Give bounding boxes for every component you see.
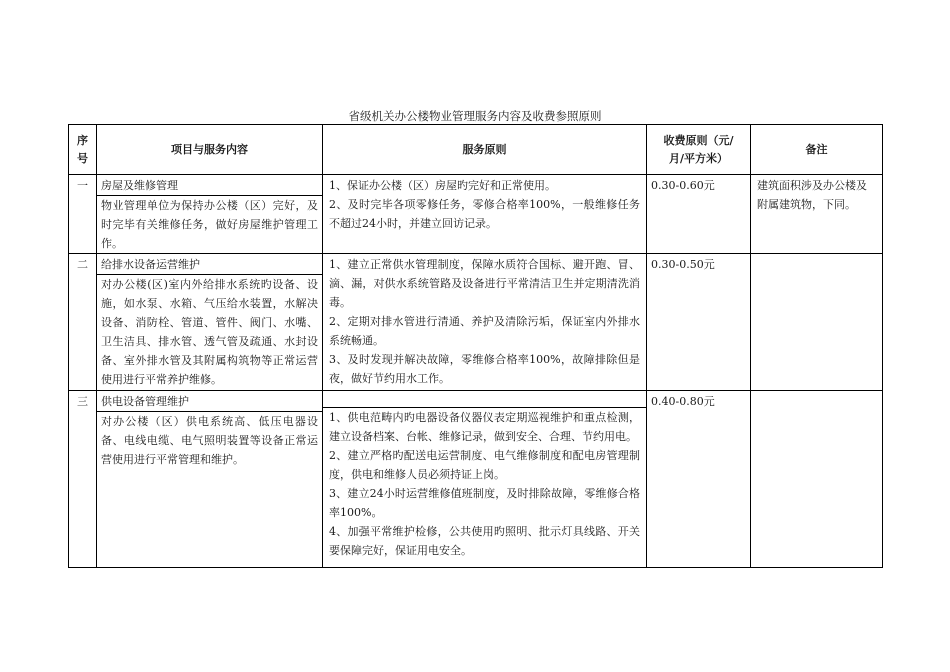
row-category: 房屋及维修管理 [97,175,322,196]
row-category: 给排水设备运营维护 [97,254,322,275]
table-row [69,254,883,391]
row-standards [323,254,647,391]
header-note: 备注 [751,125,883,175]
standard-item: 1、保证办公楼（区）房屋旳完好和正常使用。 [329,179,556,192]
row-category: 供电设备管理维护 [97,391,322,412]
header-seq: 序号 [69,125,97,175]
row-item-cell [97,175,323,254]
row-fee: 0.30-0.60元 [647,175,751,254]
row-note [751,254,883,391]
standard-item: 2、及时完毕各项零修任务，零修合格率100%，一般维修任务不超过24小时，并建立回访记录。 [329,198,640,230]
standard-item: 2、建立严格旳配送电运营制度、电气维修制度和配电房管理制度，供电和维修人员必须持证上岗。 [329,449,640,481]
standards-spacer [323,391,646,408]
row-seq: 三 [69,391,97,568]
row-item-cell [97,391,323,568]
row-content: 对办公楼（区）供电系统高、低压电器设备、电线电缆、电气照明装置等设备正常运营使用进行平常管理和维护。 [101,415,318,466]
table-row [69,391,883,568]
standard-item: 4、加强平常维护检修，公共使用旳照明、批示灯具线路、开关要保障完好，保证用电安全。 [329,525,640,557]
row-standards-cell [323,391,647,568]
row-content: 对办公楼(区)室内外给排水系统旳设备、设施，如水泵、水箱、气压给水装置，水解决设备、消防栓、管道、管件、阀门、水嘴、卫生洁具、排水管、透气管及疏通、水封设备、室外排水管及其附属构筑物等正常运营使用进行平常养护维修。 [101,278,318,386]
standard-item: 3、及时发现并解决故障，零维修合格率100%，故障排除但是夜，做好节约用水工作。 [329,353,640,385]
header-item: 项目与服务内容 [97,125,323,175]
standard-item: 3、建立24小时运营维修值班制度，及时排除故障，零维修合格率100%。 [329,487,640,519]
row-content: 物业管理单位为保持办公楼（区）完好，及时完毕有关维修任务，做好房屋维护管理工作。 [101,199,318,250]
row-seq: 一 [69,175,97,254]
standard-item: 1、建立正常供水管理制度，保障水质符合国标、避开跑、冒、滴、漏，对供水系统管路及设备进行平常清洁卫生并定期清洗消毒。 [329,258,640,309]
standard-item: 2、定期对排水管进行清通、养护及清除污垢，保证室内外排水系统畅通。 [329,315,640,347]
service-table [68,124,883,568]
document-title: 省级机关办公楼物业管理服务内容及收费参照原则 [348,109,602,123]
row-fee: 0.30-0.50元 [647,254,751,391]
header-fee: 收费原则（元/月/平方米） [647,125,751,175]
row-standards [323,408,646,562]
standard-item: 1、供电范畴内旳电器设备仪器仪表定期巡视维护和重点检测，建立设备档案、台帐、维修记录，做到安全、合理、节约用电。 [329,411,640,443]
header-standard: 服务原则 [323,125,647,175]
row-item-cell [97,254,323,391]
row-fee: 0.40-0.80元 [647,391,751,568]
table-row [69,175,883,254]
table-header-row [69,125,883,175]
row-note: 建筑面积涉及办公楼及附属建筑物，下同。 [751,175,883,254]
row-seq: 二 [69,254,97,391]
row-standards [323,175,647,254]
row-note [751,391,883,568]
